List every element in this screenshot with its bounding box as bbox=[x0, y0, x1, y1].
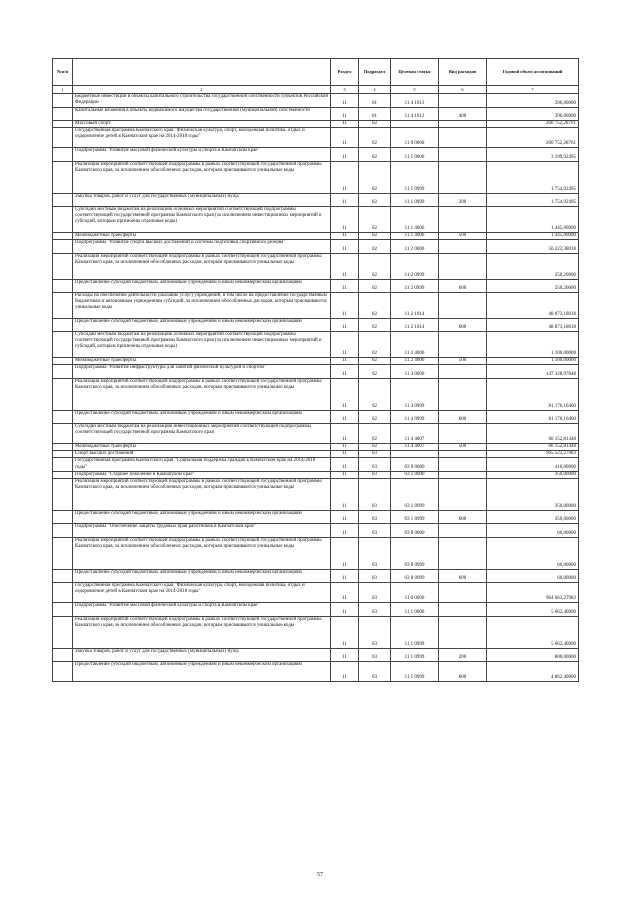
cell-expense-type bbox=[439, 128, 487, 148]
cell-name: Предоставление субсидий бюджетным, автономным учреждениям и иным некоммерческим организациям bbox=[73, 569, 331, 582]
cell-podrazdel: 02 bbox=[359, 319, 391, 332]
column-number: 5 bbox=[391, 86, 439, 94]
cell-amount: 66 152,81448 bbox=[487, 444, 579, 451]
cell-name: Субсидии местным бюджетам на реализацию основных мероприятий соответствующей подпрограммы соответствующей государственной программы Камчатского края (за исключением инвестиционных мероприятий и субсидий, которым присвоены отдельные коды) bbox=[73, 332, 331, 358]
table-row bbox=[53, 121, 579, 128]
cell-expense-type bbox=[439, 451, 487, 458]
column-number: 4 bbox=[359, 86, 391, 94]
cell-number bbox=[53, 358, 73, 365]
cell-podrazdel: 02 bbox=[359, 444, 391, 451]
cell-podrazdel: 01 bbox=[359, 94, 391, 108]
cell-podrazdel: 02 bbox=[359, 162, 391, 194]
cell-number bbox=[53, 648, 73, 661]
table-row bbox=[53, 319, 579, 332]
cell-name: Реализация мероприятий соответствующей подпрограммы в рамках соответствующей государственной программы Камчатского края, за исключением обособленных расходов, которым присваиваются уникальные коды bbox=[73, 254, 331, 280]
table-row bbox=[53, 293, 579, 319]
table-row bbox=[53, 458, 579, 471]
cell-expense-type bbox=[439, 254, 487, 280]
cell-target-article bbox=[391, 121, 439, 128]
cell-amount: 1 445,00000 bbox=[487, 207, 579, 233]
cell-expense-type: 600 bbox=[439, 510, 487, 523]
table-row bbox=[53, 523, 579, 537]
cell-razdel: 11 bbox=[331, 233, 359, 240]
table-row bbox=[53, 510, 579, 523]
cell-podrazdel: 02 bbox=[359, 121, 391, 128]
cell-expense-type bbox=[439, 379, 487, 411]
column-number: 7 bbox=[487, 86, 579, 94]
cell-name: Капитальные вложения в объекты недвижимого имущества государственной (муниципальной) собственности bbox=[73, 108, 331, 121]
cell-number bbox=[53, 121, 73, 128]
cell-target-article: 11 4 0999 bbox=[391, 379, 439, 411]
header-row bbox=[53, 59, 579, 86]
page-number: 57 bbox=[317, 872, 323, 878]
table-row bbox=[53, 424, 579, 444]
table-row bbox=[53, 379, 579, 411]
cell-number bbox=[53, 569, 73, 582]
table-row bbox=[53, 569, 579, 582]
cell-number bbox=[53, 523, 73, 537]
cell-podrazdel: 03 bbox=[359, 616, 391, 648]
cell-expense-type bbox=[439, 616, 487, 648]
cell-amount: 1 100,00000 bbox=[487, 358, 579, 365]
cell-name: Межбюджетные трансферты bbox=[73, 233, 331, 240]
cell-target-article: 11 1 4006 bbox=[391, 207, 439, 233]
cell-name: Подпрограмма "Развитие инфраструктуры для занятий физической культурой и спортом" bbox=[73, 365, 331, 379]
cell-name: Подпрограмма "Развитие спорта высших достижений и системы подготовки спортивного резерва" bbox=[73, 240, 331, 254]
table-row bbox=[53, 233, 579, 240]
cell-podrazdel: 03 bbox=[359, 471, 391, 478]
cell-podrazdel: 02 bbox=[359, 128, 391, 148]
cell-amount: 396,00000 bbox=[487, 94, 579, 108]
cell-razdel: 11 bbox=[331, 616, 359, 648]
table-row bbox=[53, 240, 579, 254]
header-razdel: Раздел bbox=[331, 59, 359, 86]
cell-number bbox=[53, 280, 73, 293]
cell-amount: 200 752,28761 bbox=[487, 128, 579, 148]
cell-amount: 81 176,16400 bbox=[487, 411, 579, 424]
header-podrazdel: Подраздел bbox=[359, 59, 391, 86]
cell-number bbox=[53, 451, 73, 458]
cell-target-article: 11 1 0999 bbox=[391, 194, 439, 207]
cell-target-article: 11 1 0999 bbox=[391, 661, 439, 681]
table-row bbox=[53, 648, 579, 661]
cell-target-article: 11 2 4006 bbox=[391, 358, 439, 365]
cell-name: Государственная программа Камчатского края "Физическая культура, спорт, молодежная политика, отдых и оздоровление детей в Камчатском крае на 2014-2018 годы" bbox=[73, 582, 331, 602]
cell-razdel: 11 bbox=[331, 240, 359, 254]
cell-razdel: 11 bbox=[331, 293, 359, 319]
table-row bbox=[53, 451, 579, 458]
cell-expense-type: 200 bbox=[439, 648, 487, 661]
cell-amount: 200 752,28761 bbox=[487, 121, 579, 128]
cell-number bbox=[53, 537, 73, 569]
cell-target-article: 11 2 0000 bbox=[391, 240, 439, 254]
cell-podrazdel: 02 bbox=[359, 233, 391, 240]
cell-number bbox=[53, 128, 73, 148]
cell-target-article: 11 1 0999 bbox=[391, 162, 439, 194]
cell-podrazdel: 02 bbox=[359, 148, 391, 162]
table-row bbox=[53, 365, 579, 379]
cell-razdel: 11 bbox=[331, 254, 359, 280]
column-number: 6 bbox=[439, 86, 487, 94]
cell-expense-type bbox=[439, 365, 487, 379]
cell-expense-type bbox=[439, 240, 487, 254]
cell-amount: 147 328,97848 bbox=[487, 365, 579, 379]
header-name bbox=[73, 59, 331, 86]
table-row bbox=[53, 358, 579, 365]
cell-name: Подпрограмма "Развитие массовой физической культуры и спорта в Камчатском крае" bbox=[73, 148, 331, 162]
cell-podrazdel: 01 bbox=[359, 108, 391, 121]
cell-target-article: 11 2 0999 bbox=[391, 280, 439, 293]
header-target-article: Целевая статья bbox=[391, 59, 439, 86]
cell-name: Предоставление субсидий бюджетным, автономным учреждениям и иным некоммерческим организациям bbox=[73, 280, 331, 293]
cell-target-article: 03 8 0000 bbox=[391, 523, 439, 537]
cell-podrazdel: 02 bbox=[359, 332, 391, 358]
cell-target-article: 11 4 1013 bbox=[391, 94, 439, 108]
cell-target-article: 11 1 0999 bbox=[391, 616, 439, 648]
cell-razdel: 11 bbox=[331, 602, 359, 616]
cell-amount: 5 662,40000 bbox=[487, 602, 579, 616]
cell-podrazdel: 03 bbox=[359, 661, 391, 681]
cell-razdel: 11 bbox=[331, 451, 359, 458]
table-row bbox=[53, 194, 579, 207]
cell-podrazdel: 03 bbox=[359, 523, 391, 537]
cell-podrazdel: 03 bbox=[359, 451, 391, 458]
cell-razdel: 11 bbox=[331, 661, 359, 681]
cell-podrazdel: 02 bbox=[359, 358, 391, 365]
cell-number bbox=[53, 444, 73, 451]
cell-expense-type bbox=[439, 458, 487, 471]
cell-podrazdel: 03 bbox=[359, 510, 391, 523]
table-row bbox=[53, 254, 579, 280]
cell-number bbox=[53, 108, 73, 121]
cell-number bbox=[53, 510, 73, 523]
cell-number bbox=[53, 458, 73, 471]
cell-target-article: 11 2 1014 bbox=[391, 319, 439, 332]
cell-target-article: 03 0 0000 bbox=[391, 458, 439, 471]
cell-podrazdel: 03 bbox=[359, 569, 391, 582]
cell-expense-type: 600 bbox=[439, 569, 487, 582]
cell-amount: 50 223,38018 bbox=[487, 240, 579, 254]
cell-number bbox=[53, 254, 73, 280]
cell-amount: 250,20000 bbox=[487, 280, 579, 293]
table-row bbox=[53, 148, 579, 162]
cell-number bbox=[53, 148, 73, 162]
table-row bbox=[53, 471, 579, 478]
cell-razdel: 11 bbox=[331, 148, 359, 162]
cell-amount: 4 862,40000 bbox=[487, 661, 579, 681]
table-row bbox=[53, 537, 579, 569]
table-row bbox=[53, 108, 579, 121]
cell-name: Предоставление субсидий бюджетным, автономным учреждениям и иным некоммерческим организациям bbox=[73, 661, 331, 681]
cell-expense-type bbox=[439, 94, 487, 108]
cell-expense-type: 600 bbox=[439, 661, 487, 681]
cell-number bbox=[53, 194, 73, 207]
cell-number bbox=[53, 379, 73, 411]
cell-expense-type bbox=[439, 537, 487, 569]
cell-number bbox=[53, 233, 73, 240]
cell-name: Реализация мероприятий соответствующей подпрограммы в рамках соответствующей государственной программы Камчатского края, за исключением обособленных расходов, которым присваиваются уникальные коды bbox=[73, 379, 331, 411]
cell-name: Подпрограмма "Обеспечение защиты трудовых прав работников в Камчатском крае" bbox=[73, 523, 331, 537]
cell-target-article: 11 2 0999 bbox=[391, 254, 439, 280]
cell-podrazdel: 02 bbox=[359, 194, 391, 207]
cell-name: Реализация мероприятий соответствующей подпрограммы в рамках соответствующей государственной программы Камчатского края, за исключением обособленных расходов, которым присваиваются уникальные коды bbox=[73, 162, 331, 194]
table-row bbox=[53, 478, 579, 510]
table-row bbox=[53, 128, 579, 148]
cell-expense-type: 600 bbox=[439, 319, 487, 332]
cell-name: Реализация мероприятий соответствующей подпрограммы в рамках соответствующей государственной программы Камчатского края, за исключением обособленных расходов, которым присваиваются уникальные коды bbox=[73, 478, 331, 510]
cell-target-article: 11 4 1013 bbox=[391, 108, 439, 121]
cell-target-article: 11 4 0999 bbox=[391, 411, 439, 424]
cell-razdel: 11 bbox=[331, 121, 359, 128]
cell-expense-type: 600 bbox=[439, 280, 487, 293]
budget-table bbox=[52, 58, 579, 682]
cell-amount: 1 100,00000 bbox=[487, 332, 579, 358]
cell-amount: 48 873,18018 bbox=[487, 319, 579, 332]
cell-razdel: 11 bbox=[331, 207, 359, 233]
cell-target-article: 11 4 4007 bbox=[391, 444, 439, 451]
cell-amount: 410,00000 bbox=[487, 458, 579, 471]
cell-name: Массовый спорт bbox=[73, 121, 331, 128]
cell-expense-type: 200 bbox=[439, 194, 487, 207]
cell-razdel: 11 bbox=[331, 379, 359, 411]
cell-amount: 350,00000 bbox=[487, 478, 579, 510]
cell-podrazdel: 03 bbox=[359, 458, 391, 471]
cell-number bbox=[53, 365, 73, 379]
cell-target-article: 11 4 4007 bbox=[391, 424, 439, 444]
cell-name: Межбюджетные трансферты bbox=[73, 444, 331, 451]
cell-target-article: 03 1 0000 bbox=[391, 471, 439, 478]
cell-expense-type: 500 bbox=[439, 444, 487, 451]
cell-expense-type bbox=[439, 523, 487, 537]
cell-amount: 965 523,27983 bbox=[487, 451, 579, 458]
cell-podrazdel: 02 bbox=[359, 240, 391, 254]
cell-target-article: 11 2 4006 bbox=[391, 332, 439, 358]
cell-expense-type bbox=[439, 582, 487, 602]
cell-podrazdel: 02 bbox=[359, 280, 391, 293]
cell-amount: 48 873,18018 bbox=[487, 293, 579, 319]
cell-name: Закупка товаров, работ и услуг для государственных (муниципальных) нужд bbox=[73, 648, 331, 661]
cell-expense-type: 400 bbox=[439, 108, 487, 121]
cell-name: Реализация мероприятий соответствующей подпрограммы в рамках соответствующей государственной программы Камчатского края, за исключением обособленных расходов, которым присваиваются уникальные коды bbox=[73, 537, 331, 569]
table-row bbox=[53, 280, 579, 293]
table-row bbox=[53, 616, 579, 648]
cell-podrazdel: 03 bbox=[359, 478, 391, 510]
cell-expense-type: 600 bbox=[439, 411, 487, 424]
column-number: 2 bbox=[73, 86, 331, 94]
cell-razdel: 11 bbox=[331, 162, 359, 194]
cell-amount: 1 754,92495 bbox=[487, 194, 579, 207]
cell-amount: 1 445,00000 bbox=[487, 233, 579, 240]
cell-name: Предоставление субсидий бюджетным, автономным учреждениям и иным некоммерческим организациям bbox=[73, 319, 331, 332]
cell-name: Государственная программа Камчатского края "Физическая культура, спорт, молодежная политика, отдых и оздоровление детей в Камчатском крае на 2014-2018 годы" bbox=[73, 128, 331, 148]
table-row bbox=[53, 602, 579, 616]
cell-number bbox=[53, 207, 73, 233]
cell-expense-type bbox=[439, 424, 487, 444]
cell-number bbox=[53, 319, 73, 332]
cell-target-article: 11 2 1014 bbox=[391, 293, 439, 319]
cell-podrazdel: 02 bbox=[359, 207, 391, 233]
table-row bbox=[53, 94, 579, 108]
cell-expense-type bbox=[439, 478, 487, 510]
cell-razdel: 11 bbox=[331, 569, 359, 582]
cell-amount: 350,00000 bbox=[487, 510, 579, 523]
cell-expense-type bbox=[439, 332, 487, 358]
cell-number bbox=[53, 424, 73, 444]
cell-amount: 396,00000 bbox=[487, 108, 579, 121]
cell-number bbox=[53, 293, 73, 319]
cell-amount: 3 199,92495 bbox=[487, 148, 579, 162]
cell-name: Межбюджетные трансферты bbox=[73, 358, 331, 365]
table-row bbox=[53, 162, 579, 194]
cell-target-article: 11 1 4006 bbox=[391, 233, 439, 240]
cell-name: Спорт высших достижений bbox=[73, 451, 331, 458]
cell-razdel: 11 bbox=[331, 458, 359, 471]
cell-razdel: 11 bbox=[331, 471, 359, 478]
cell-expense-type bbox=[439, 121, 487, 128]
cell-number bbox=[53, 332, 73, 358]
cell-number bbox=[53, 616, 73, 648]
cell-expense-type bbox=[439, 471, 487, 478]
cell-razdel: 11 bbox=[331, 510, 359, 523]
cell-amount: 350,00000 bbox=[487, 471, 579, 478]
cell-target-article: 11 4 0000 bbox=[391, 365, 439, 379]
cell-amount: 800,00000 bbox=[487, 648, 579, 661]
header-expense-type: Вид расходов bbox=[439, 59, 487, 86]
table-row bbox=[53, 444, 579, 451]
cell-razdel: 11 bbox=[331, 523, 359, 537]
table-row bbox=[53, 411, 579, 424]
cell-razdel: 11 bbox=[331, 280, 359, 293]
cell-number bbox=[53, 162, 73, 194]
cell-number bbox=[53, 411, 73, 424]
cell-number bbox=[53, 661, 73, 681]
cell-razdel: 11 bbox=[331, 582, 359, 602]
cell-target-article: 11 0 0000 bbox=[391, 582, 439, 602]
cell-expense-type bbox=[439, 162, 487, 194]
budget-document bbox=[52, 58, 578, 682]
cell-number bbox=[53, 602, 73, 616]
cell-number bbox=[53, 471, 73, 478]
cell-razdel: 11 bbox=[331, 424, 359, 444]
cell-amount: 964 663,27983 bbox=[487, 582, 579, 602]
cell-razdel: 11 bbox=[331, 648, 359, 661]
cell-number bbox=[53, 94, 73, 108]
cell-podrazdel: 02 bbox=[359, 293, 391, 319]
cell-name: Подпрограмма "Старшее поколение в Камчатском крае" bbox=[73, 471, 331, 478]
cell-name: Предоставление субсидий бюджетным, автономным учреждениям и иным некоммерческим организациям bbox=[73, 510, 331, 523]
header-annual-amount: Годовой объем ассигнований bbox=[487, 59, 579, 86]
column-number: 3 bbox=[331, 86, 359, 94]
cell-target-article: 03 1 0999 bbox=[391, 510, 439, 523]
cell-razdel: 11 bbox=[331, 108, 359, 121]
cell-target-article: 11 1 0000 bbox=[391, 148, 439, 162]
cell-razdel: 11 bbox=[331, 365, 359, 379]
cell-podrazdel: 02 bbox=[359, 365, 391, 379]
cell-name: Предоставление субсидий бюджетным, автономным учреждениям и иным некоммерческим организациям bbox=[73, 411, 331, 424]
cell-expense-type bbox=[439, 207, 487, 233]
cell-number bbox=[53, 582, 73, 602]
cell-razdel: 11 bbox=[331, 332, 359, 358]
cell-expense-type: 500 bbox=[439, 233, 487, 240]
column-number-row bbox=[53, 86, 579, 94]
cell-amount: 60,00000 bbox=[487, 569, 579, 582]
cell-amount: 1 754,92495 bbox=[487, 162, 579, 194]
cell-amount: 250,20000 bbox=[487, 254, 579, 280]
cell-name: Подпрограмма "Развитие массовой физической культуры и спорта в Камчатском крае" bbox=[73, 602, 331, 616]
cell-razdel: 11 bbox=[331, 194, 359, 207]
cell-name: Бюджетные инвестиции в объекты капитального строительства государственной собственности субъектов Российской Федерации bbox=[73, 94, 331, 108]
cell-name: Реализация мероприятий соответствующей подпрограммы в рамках соответствующей государственной программы Камчатского края, за исключением обособленных расходов, которым присваиваются уникальные коды bbox=[73, 616, 331, 648]
cell-podrazdel: 03 bbox=[359, 602, 391, 616]
table-row bbox=[53, 661, 579, 681]
cell-razdel: 11 bbox=[331, 478, 359, 510]
cell-number bbox=[53, 478, 73, 510]
cell-expense-type bbox=[439, 148, 487, 162]
cell-name: Закупка товаров, работ и услуг для государственных (муниципальных) нужд bbox=[73, 194, 331, 207]
cell-target-article bbox=[391, 451, 439, 458]
cell-podrazdel: 03 bbox=[359, 582, 391, 602]
header-number: №п/п bbox=[53, 59, 73, 86]
cell-razdel: 11 bbox=[331, 444, 359, 451]
table-row bbox=[53, 582, 579, 602]
cell-amount: 60,00000 bbox=[487, 523, 579, 537]
cell-name: Государственная программа Камчатского края "Социальная поддержка граждан в Камчатском крае на 2014-2018 годы" bbox=[73, 458, 331, 471]
cell-amount: 5 662,40000 bbox=[487, 616, 579, 648]
cell-razdel: 11 bbox=[331, 94, 359, 108]
cell-podrazdel: 02 bbox=[359, 254, 391, 280]
cell-expense-type bbox=[439, 602, 487, 616]
cell-amount: 66 152,81448 bbox=[487, 424, 579, 444]
cell-podrazdel: 02 bbox=[359, 424, 391, 444]
cell-target-article: 03 8 0999 bbox=[391, 537, 439, 569]
cell-razdel: 11 bbox=[331, 358, 359, 365]
table-body bbox=[53, 94, 579, 682]
cell-razdel: 11 bbox=[331, 537, 359, 569]
cell-razdel: 11 bbox=[331, 319, 359, 332]
cell-target-article: 03 1 0999 bbox=[391, 478, 439, 510]
column-number: 1 bbox=[53, 86, 73, 94]
cell-amount: 60,00000 bbox=[487, 537, 579, 569]
table-row bbox=[53, 332, 579, 358]
cell-number bbox=[53, 240, 73, 254]
cell-expense-type: 500 bbox=[439, 358, 487, 365]
cell-podrazdel: 02 bbox=[359, 379, 391, 411]
cell-name: Расходы на обеспечение деятельности (оказание услуг) учреждений, в том числе на предоставление государственным бюджетным и автономным учреждениям субсидий, за исключением обособленных расходов, которым присваиваются уникальные коды bbox=[73, 293, 331, 319]
cell-amount: 81 176,16400 bbox=[487, 379, 579, 411]
cell-expense-type bbox=[439, 293, 487, 319]
cell-podrazdel: 02 bbox=[359, 411, 391, 424]
cell-target-article: 11 1 0000 bbox=[391, 602, 439, 616]
cell-name: Субсидии местным бюджетам на реализацию основных мероприятий соответствующей подпрограммы соответствующей государственной программы Камчатского края (за исключением инвестиционных мероприятий и субсидий, которым присвоены отдельные коды) bbox=[73, 207, 331, 233]
cell-target-article: 11 1 0999 bbox=[391, 648, 439, 661]
cell-razdel: 11 bbox=[331, 128, 359, 148]
cell-target-article: 11 0 0000 bbox=[391, 128, 439, 148]
table-row bbox=[53, 207, 579, 233]
cell-razdel: 11 bbox=[331, 411, 359, 424]
cell-podrazdel: 03 bbox=[359, 648, 391, 661]
cell-name: Субсидии местным бюджетам на реализацию инвестиционных мероприятий соответствующей подпрограммы соответствующей государственной программы Камчатского края bbox=[73, 424, 331, 444]
cell-target-article: 03 8 0999 bbox=[391, 569, 439, 582]
cell-podrazdel: 03 bbox=[359, 537, 391, 569]
